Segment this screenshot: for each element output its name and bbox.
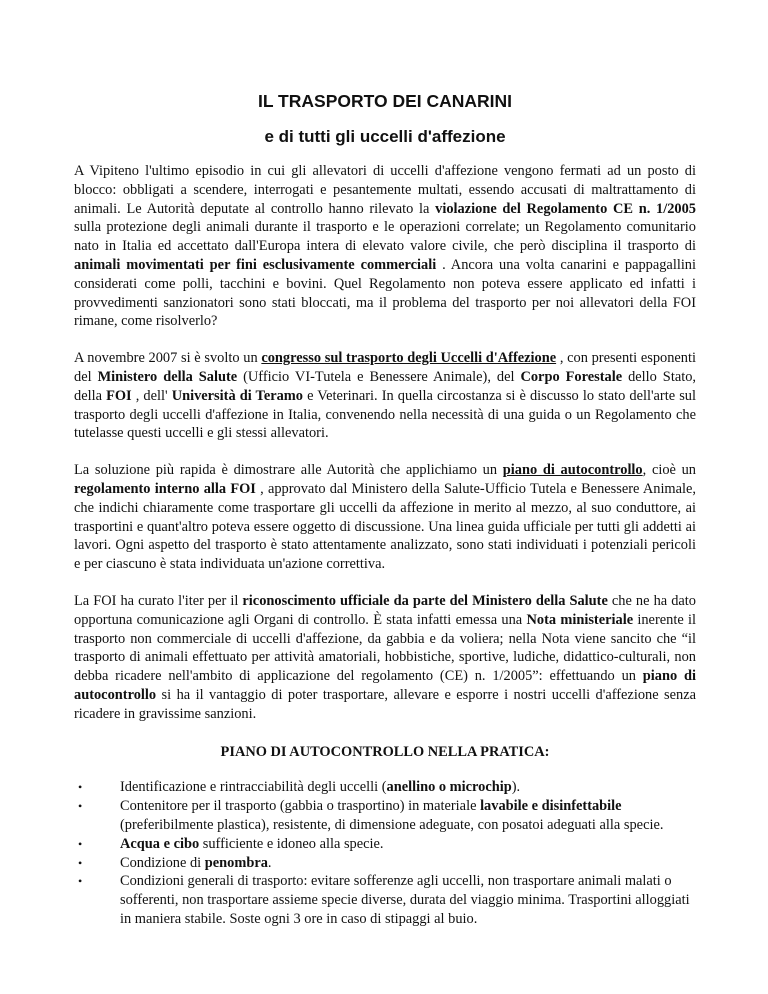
bold-text: FOI — [106, 387, 132, 404]
text: Condizione di — [120, 854, 205, 871]
congress-highlight: congresso sul trasporto degli Uccelli d'Affezione — [261, 350, 557, 367]
text: La FOI ha curato l'iter per il — [74, 592, 243, 609]
bold-text: lavabile e disinfettabile — [480, 798, 622, 815]
text: , cioè un — [642, 462, 697, 479]
bold-text: penombra — [204, 854, 268, 871]
text: sulla protezione degli animali durante il trasporto e le operazioni correlate; un Regolamento comunitario nato in Italia ed accettato dall'Europa intera di elevato valore civile, che però disciplina il trasporto di — [74, 219, 696, 255]
paragraph-riconoscimento — [74, 592, 696, 724]
list-item — [74, 778, 696, 797]
bullet-icon: • — [78, 855, 83, 870]
list-item — [74, 835, 696, 854]
text: Condizioni generali di trasporto: evitare sofferenze agli uccelli, non trasportare animali malati o sofferenti, non trasportare assieme specie diverse, durata del viaggio minima. Trasportini alloggiati in maniera stabile. Soste ogni 3 ore in caso di stipaggi al buio. — [120, 873, 690, 927]
text: La soluzione più rapida è dimostrare alle Autorità che applichiamo un — [74, 462, 503, 479]
bullet-icon: • — [78, 799, 83, 814]
bullet-icon: • — [78, 780, 83, 795]
section-title: PIANO DI AUTOCONTROLLO NELLA PRATICA: — [220, 743, 550, 760]
bold-text: Università di Teramo — [171, 387, 303, 404]
text: . Ancora una volta canarini e pappagallini considerati come polli, tacchini e bovini. Quel Regolamento non poteva essere applicato ed infatti i provvedimenti sanzionatori sono stati bloccati, ma il problema del trasporto per noi allevatori della FOI rimane, come risolverlo? — [74, 256, 697, 330]
text: A novembre 2007 si è svolto un — [74, 350, 262, 367]
list-item — [74, 872, 696, 928]
bold-text: regolamento interno alla FOI — [74, 480, 256, 497]
bold-text: Ministero della Salute — [97, 368, 238, 385]
bold-text: Corpo Forestale — [520, 368, 623, 385]
bold-text: animali movimentati per fini esclusivamente commerciali — [74, 256, 437, 273]
text: . — [267, 854, 272, 871]
list-item — [74, 854, 696, 873]
document-subtitle: e di tutti gli uccelli d'affezione — [264, 127, 506, 146]
text: , approvato dal Ministero della Salute-Ufficio Tutela e Benessere Animale, che indichi chiaramente come trasportare gli uccelli da affezione in merito al mezzo, al suo conduttore, ai trasportini e quant'altro poteva essere oggetto di discussione. Una linea guida ufficiale per tutti gli addetti ai lavori. Ogni aspetto del trasporto è stato attentamente analizzato, sono stati individuati i potenziali pericoli e per ciascuno è stata individuata un'azione correttiva. — [74, 480, 697, 573]
text: (preferibilmente plastica), resistente, di dimensione adeguate, con posatoi adeguati alla specie. — [120, 816, 664, 833]
text: si ha il vantaggio di poter trasportare, allevare e esporre i nostri uccelli d'affezione senza ricadere in gravissime sanzioni. — [74, 686, 696, 722]
text: A Vipiteno l'ultimo episodio in cui gli allevatori di uccelli d'affezione vengono fermati ad un posto di blocco: obbligati a scendere, interrogati e pesantemente multati, essendo accusati di maltrattamento di animali. Le Autorità deputate al controllo hanno rilevato la — [74, 163, 696, 217]
paragraph-vipiteno — [74, 162, 696, 331]
paragraph-congresso — [74, 349, 696, 443]
text: , dell' — [131, 387, 172, 404]
bullet-icon: • — [78, 874, 83, 889]
bold-text: violazione del Regolamento CE n. 1/2005 — [435, 200, 696, 217]
autocontrollo-highlight: piano di autocontrollo — [502, 462, 643, 479]
text: dello Stato, della — [74, 368, 696, 404]
text: e Veterinari. In quella circostanza si è discusso lo stato dell'arte sul trasporto degli uccelli d'affezione in Italia, convenendo nella necessità di una guida o un Regolamento che tutelasse questi uccelli e gli stessi allevatori. — [74, 387, 696, 442]
text: Contenitore per il trasporto (gabbia o trasportino) in materiale — [120, 798, 481, 815]
text: Identificazione e rintracciabilità degli uccelli ( — [120, 779, 387, 796]
text: sufficiente e idoneo alla specie. — [199, 835, 384, 852]
document-title: IL TRASPORTO DEI CANARINI — [257, 91, 513, 111]
bold-text: anellino o microchip — [386, 779, 512, 796]
bold-text: Nota ministeriale — [526, 611, 634, 628]
document-page — [74, 0, 696, 929]
paragraph-soluzione — [74, 461, 696, 574]
list-item — [74, 797, 696, 835]
bold-text: Acqua e cibo — [120, 835, 200, 852]
text: , con presenti esponenti del — [74, 350, 696, 385]
text: (Ufficio VI-Tutela e Benessere Animale), del — [237, 368, 521, 385]
bold-text: piano di autocontrollo — [74, 668, 696, 703]
bullet-icon: • — [78, 836, 83, 851]
practice-list — [74, 778, 696, 928]
text: che ne ha dato opportuna comunicazione agli Organi di controllo. È stata infatti emessa una — [74, 592, 696, 628]
bold-text: riconoscimento ufficiale da parte del Ministero della Salute — [242, 592, 608, 609]
text: inerente il trasporto non commerciale di uccelli d'affezione, da gabbia e da voliera; nella Nota viene sancito che “il trasporto di animali effettuato per attività amatoriali, hobbistiche, sportive, ludiche, didattico-culturali, non debba ricadere nell'ambito di applicazione del regolamento (CE) n. 1/2005”: effettuando un — [74, 611, 696, 685]
text: ). — [511, 779, 521, 796]
